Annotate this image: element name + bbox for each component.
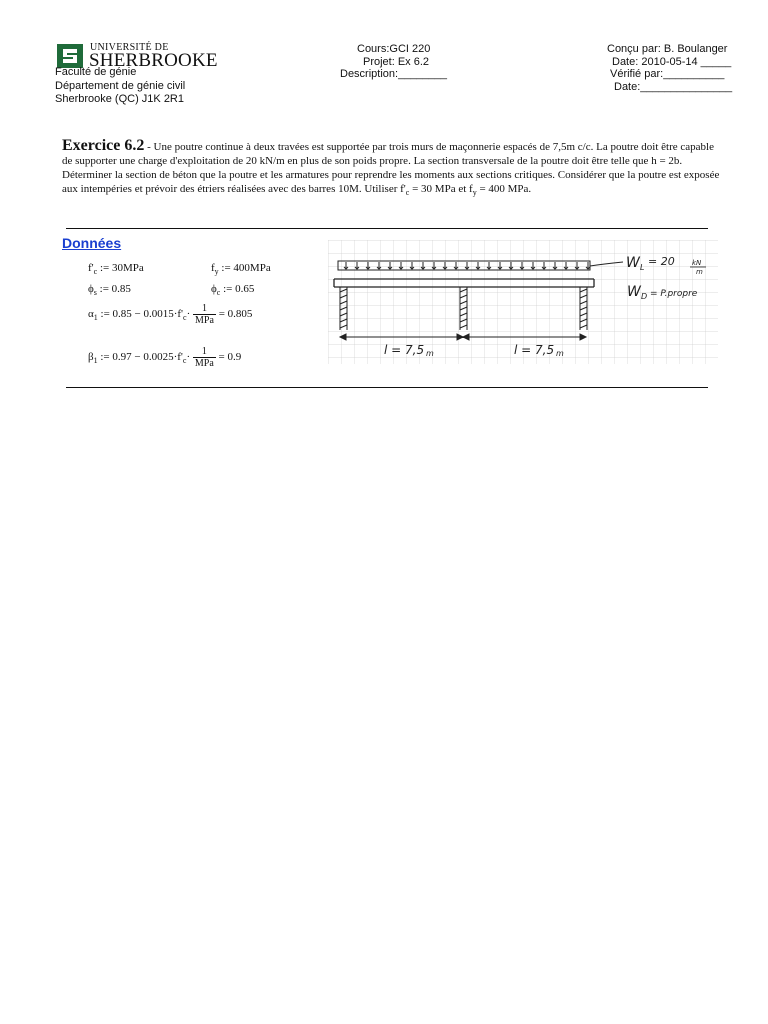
alpha-fc-subscript: c — [183, 313, 187, 323]
fc-value: := 30MPa — [97, 262, 144, 274]
wd-subscript: D — [641, 292, 648, 301]
faculty-line: Faculté de génie — [55, 66, 137, 78]
verified-date-field: Date:_______________ — [614, 81, 733, 93]
fy-definition — [211, 262, 271, 278]
alpha1-definition: $\alpha_1$ := $0.85 - 0.0015\cdot f'_c\cdot$ $\frac{1}{\text{MPa}}$ = 0.805 — [88, 303, 253, 326]
phis-definition — [88, 283, 131, 299]
alpha-fraction — [193, 303, 216, 326]
exercise-sub-c: c — [405, 188, 410, 198]
section-divider-bottom — [66, 387, 708, 388]
donnees-heading: Données — [62, 235, 122, 251]
designed-by-field: Conçu par: B. Boulanger — [607, 43, 728, 55]
fy-value: := 400MPa — [218, 262, 271, 274]
alpha-expression: := 0.85 − 0.0015·f' — [97, 308, 184, 321]
fc-symbol: f' — [88, 262, 94, 274]
university-logo-icon — [57, 44, 83, 68]
span1-unit: m — [426, 349, 434, 358]
beam-sketch-drawing — [328, 240, 718, 364]
beta-fraction-numerator: 1 — [201, 346, 207, 357]
phic-subscript: c — [216, 288, 221, 297]
exercise-statement — [62, 139, 722, 200]
fy-subscript: y — [214, 267, 219, 276]
university-name-small: UNIVERSITÉ DE — [90, 42, 169, 53]
beta-symbol: β — [88, 351, 94, 364]
span2-unit: m — [556, 349, 564, 358]
department-line: Département de génie civil — [55, 80, 186, 92]
phis-value: := 0.85 — [96, 283, 131, 295]
wl-subscript: L — [640, 263, 645, 272]
alpha-subscript: 1 — [93, 313, 98, 323]
alpha-fraction-denominator: MPa — [195, 315, 214, 326]
course-field: Cours:GCI 220 — [357, 43, 431, 55]
beta-fraction-denominator: MPa — [194, 358, 214, 369]
beta-result: = 0.9 — [218, 351, 242, 364]
exercise-end: = 400 MPa. — [476, 183, 532, 195]
beta-expression: := 0.97 − 0.0025·f' — [97, 351, 183, 364]
wd-label: W — [627, 284, 641, 300]
university-name: SHERBROOKE — [89, 50, 218, 71]
phic-value: := 0.65 — [220, 283, 255, 295]
wl-label: W — [626, 255, 640, 271]
project-field: Projet: Ex 6.2 — [363, 56, 430, 68]
exercise-title: Exercice 6.2 — [62, 137, 145, 154]
wl-value: = 20 — [648, 255, 675, 268]
exercise-sub-y: y — [472, 188, 477, 198]
phis-subscript: s — [93, 288, 97, 297]
beta-subscript: 1 — [93, 356, 98, 366]
span1-label: l = 7,5 — [384, 343, 425, 357]
alpha-result: = 0.805 — [218, 308, 253, 321]
phic-symbol: ϕ — [211, 283, 217, 295]
date-field: Date: 2010-05-14 _____ — [612, 56, 732, 68]
alpha-fraction-numerator: 1 — [201, 303, 207, 314]
address-line: Sherbrooke (QC) J1K 2R1 — [55, 93, 184, 105]
beta-fc-subscript: c — [182, 356, 187, 366]
beta1-definition: $\beta_1$ := $0.97 - 0.0025\cdot f'_c\cdot$ $\frac{1}{\text{MPa}}$ = 0.9 — [88, 346, 242, 369]
beta-fraction — [193, 346, 216, 369]
exercise-intro: - Une poutre continue à deux travées est supportée par trois murs de maçonnerie espacés de 7,5m c/c. La poutre doit être capable de supporter une charge d'exploitation de 20 kN/m en plus de son poids propre. La section transversale de la poutre doit être telle que h = 2b. Déterminer la section de béton que la poutre et les armatures pour reprendre les moments aux sections critiques. Considérer que la poutre est exposée aux intempéries et prévoir des étriers réalisées avec des barres 10M. Utiliser f' — [62, 141, 720, 195]
phic-definition — [211, 283, 254, 299]
alpha-symbol: α — [88, 308, 94, 321]
fc-subscript: c — [93, 267, 98, 276]
fc-definition — [88, 262, 144, 278]
wl-unit-bottom: m — [696, 268, 703, 276]
description-field: Description:________ — [340, 68, 448, 80]
exercise-mid: = 30 MPa et f — [409, 183, 473, 195]
wl-unit-top: kN — [692, 259, 702, 267]
span2-label: l = 7,5 — [514, 343, 555, 357]
wd-value: = P.propre — [650, 289, 698, 299]
fy-symbol: f — [211, 262, 215, 274]
beam-sketch — [328, 240, 718, 364]
section-divider-top — [66, 228, 708, 229]
verified-by-field: Vérifié par:__________ — [610, 68, 725, 80]
phis-symbol: ϕ — [88, 283, 94, 295]
